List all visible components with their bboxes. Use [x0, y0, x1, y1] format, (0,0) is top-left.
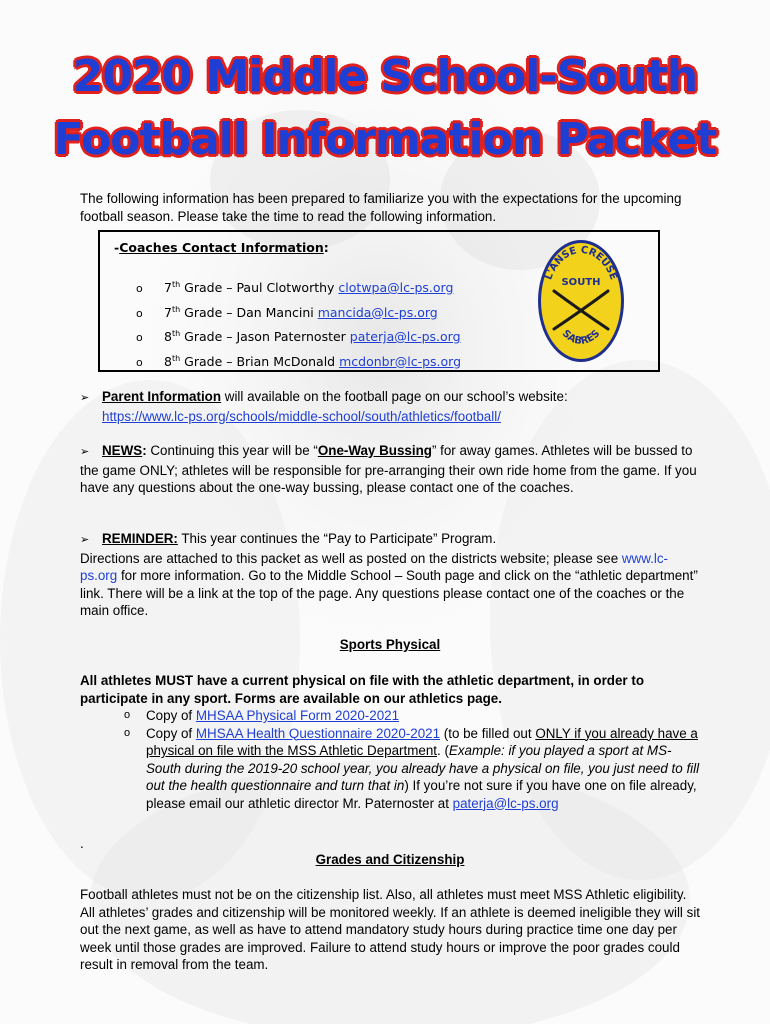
logo-middle-text: SOUTH: [561, 277, 601, 288]
reminder-paragraph: [80, 550, 700, 620]
item-underlined-text: ONLY if you already have a physical on file with the MSS Athletic Department: [146, 725, 698, 758]
grades-section: [80, 886, 700, 974]
coach-grade-suffix: th: [171, 279, 181, 289]
parent-info-url-line: [80, 408, 700, 426]
physical-forms-list: [80, 707, 700, 812]
bullet-marker: o: [136, 355, 143, 369]
item-italic-example: Example: if you played a sport at MS-South during the 2019-20 school year, you already have a physical on file, you just need to fill out the health questionnaire and turn that in: [146, 743, 700, 793]
coach-grade-suffix: th: [171, 304, 181, 314]
item-text: (to be filled out: [440, 725, 536, 741]
news-text-1: Continuing this year will be “: [146, 443, 318, 458]
sports-physical-bold-paragraph: All athletes MUST have a current physical on file with the athletic department, in order to participate in any sport. Forms are available on our athletics page.: [80, 673, 645, 706]
coach-name: Grade – Jason Paternoster: [180, 329, 350, 344]
bullet-marker: o: [124, 709, 131, 721]
reminder-line: [80, 530, 700, 550]
list-item: [124, 707, 700, 725]
item-prefix: Copy of: [146, 725, 196, 741]
reminder-text-2: Directions are attached to this packet as well as posted on the districts website; please see: [80, 550, 622, 566]
stray-dot-text: .: [80, 836, 84, 851]
arrow-bullet-icon: ➢: [80, 534, 90, 546]
coach-item: [136, 276, 461, 301]
coach-grade-number: 7: [164, 304, 172, 320]
sports-physical-heading: Sports Physical: [339, 637, 441, 652]
reminder-text-3: for more information. Go to the Middle School – South page and click on the “athletic department” link. There will be a link at the top of the page. Any questions please contact one of the coaches or the main office.: [80, 568, 698, 618]
coach-item: [136, 350, 461, 375]
logo-bottom-text: SABRES: [559, 328, 603, 348]
coach-grade-suffix: th: [171, 328, 181, 338]
athletic-director-email-link[interactable]: paterja@lc-ps.org: [452, 795, 559, 811]
coaches-heading-text: Coaches Contact Information: [119, 240, 324, 255]
bullet-marker: o: [136, 306, 143, 320]
news-highlight: One-Way Bussing: [317, 443, 432, 458]
coach-email-link[interactable]: mancida@lc-ps.org: [317, 304, 438, 320]
coach-grade-suffix: th: [171, 353, 181, 363]
reminder-text-1: This year continues the “Pay to Participate” Program.: [177, 531, 497, 546]
coach-email-link[interactable]: mcdonbr@lc-ps.org: [339, 353, 461, 369]
grades-heading: Grades and Citizenship: [315, 852, 465, 867]
arrow-bullet-icon: ➢: [80, 392, 90, 404]
title-line-2: Football Information Packet: [53, 114, 717, 165]
news-text-2: ” for away games. Athletes will be bussed to the game ONLY; athletes will be responsible for pre-arranging their own ride home from the game. If you have any questions about the one-way bussing, please contact one of the coaches.: [80, 443, 697, 495]
coach-item: [136, 325, 461, 350]
grades-heading-wrap: [80, 851, 700, 869]
news-colon: :: [142, 443, 147, 458]
parent-info-paragraph: [80, 388, 700, 408]
sports-physical-heading-wrap: [80, 636, 700, 654]
coaches-list: [136, 276, 461, 374]
parent-info-label: Parent Information: [102, 389, 222, 404]
mhsaa-health-questionnaire-link[interactable]: MHSAA Health Questionnaire 2020-2021: [195, 725, 441, 741]
item-text: ) If you’re not sure if you have one on file already, please email our athletic director Mr. Paternoster at: [146, 778, 697, 811]
bullet-marker: o: [136, 331, 143, 344]
coach-grade-number: 8: [164, 329, 172, 344]
football-page-link[interactable]: https://www.lc-ps.org/schools/middle-school/south/athletics/football/: [102, 408, 501, 424]
district-website-link[interactable]: www.lc-ps.org: [80, 550, 668, 583]
coach-name: Grade – Brian McDonald: [180, 353, 340, 369]
list-item: [124, 725, 700, 813]
reminder-section: [80, 530, 700, 620]
news-label: NEWS: [102, 443, 143, 458]
coach-name: Grade – Dan Mancini: [180, 304, 318, 320]
coaches-heading: [114, 240, 329, 255]
coach-name: Grade – Paul Clotworthy: [180, 280, 339, 295]
coach-grade-number: 8: [164, 353, 172, 369]
bullet-marker: o: [124, 726, 131, 739]
intro-paragraph: The following information has been prepared to familiarize you with the expectations for the upcoming football season. Please take the time to read the following information.: [80, 191, 682, 224]
item-prefix: Copy of: [146, 708, 196, 723]
coach-grade-number: 7: [164, 280, 172, 295]
sports-physical-section: [80, 672, 700, 812]
coach-email-link[interactable]: clotwpa@lc-ps.org: [338, 280, 454, 295]
grades-paragraph: Football athletes must not be on the citizenship list. Also, all athletes must meet MSS Athletic eligibility. All athletes’ grades and citizenship will be monitored weekly. If an athlete is deemed ineligible they will sit out the next game, as well as have to attend mandatory study hours during practice time one day per week until those grades are improved. Failure to attend study hours or improve the poor grades could result in removal from the team.: [80, 887, 701, 972]
news-section: [80, 442, 700, 497]
parent-info-section: [80, 388, 700, 425]
news-paragraph: [80, 442, 700, 497]
coach-email-link[interactable]: paterja@lc-ps.org: [349, 329, 461, 344]
bullet-marker: o: [136, 282, 143, 295]
item-text: . (: [437, 743, 449, 758]
parent-info-text: will available on the football page on our school’s website:: [221, 389, 568, 404]
title-line-1: 2020 Middle School-South: [72, 51, 698, 102]
mhsaa-physical-form-link[interactable]: MHSAA Physical Form 2020-2021: [195, 708, 400, 723]
coach-item: [136, 301, 461, 326]
coaches-heading-dash: -: [114, 240, 120, 255]
stray-dot: [80, 835, 700, 853]
arrow-bullet-icon: ➢: [80, 446, 90, 458]
coaches-heading-colon: :: [323, 240, 329, 255]
reminder-label: REMINDER:: [102, 531, 178, 546]
sabres-logo: [536, 237, 626, 365]
logo-top-text: L'ANSE CREUSE: [543, 244, 619, 282]
